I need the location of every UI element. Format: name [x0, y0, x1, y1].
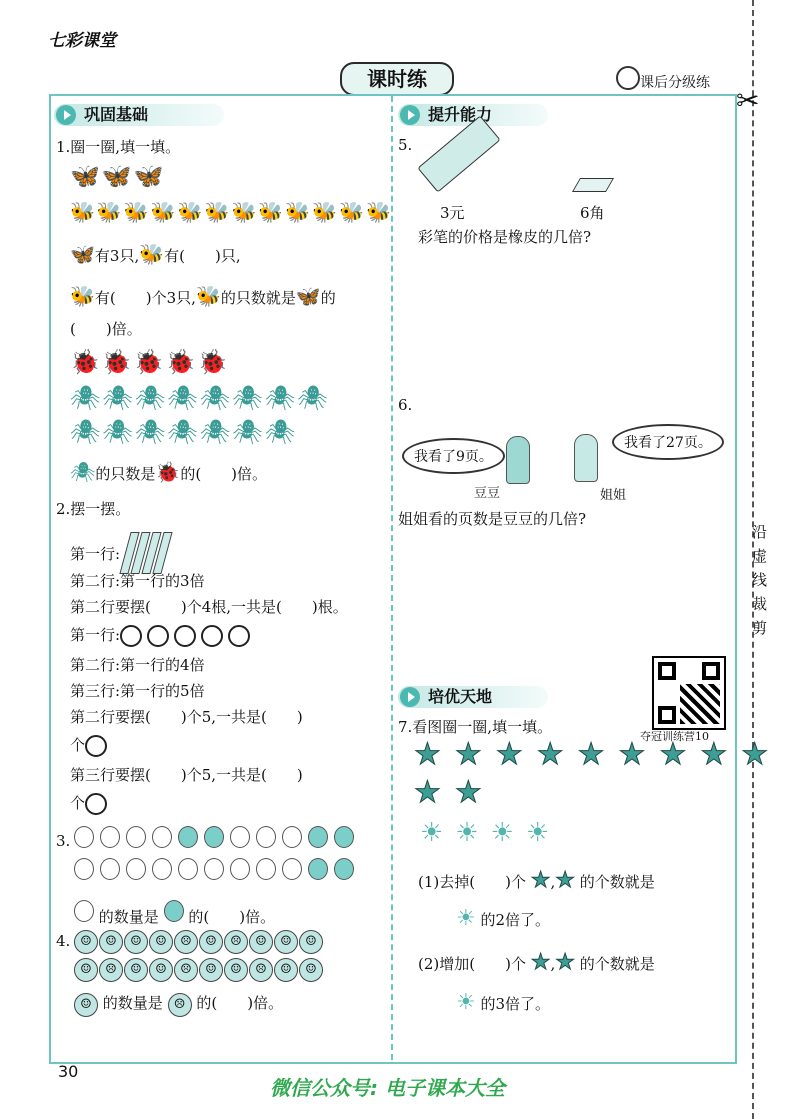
star-icon: ★ — [530, 868, 551, 893]
ladybug-icon: 🐞 — [70, 348, 100, 376]
spider-icon: 🕷 — [199, 384, 231, 412]
spider-icon: 🕷 — [264, 418, 296, 446]
section-improve-title: 提升能力 — [428, 105, 493, 124]
q6-name-doudou: 豆豆 — [474, 486, 501, 501]
smile-face-icon: ☺ — [199, 930, 223, 954]
q7-p2a-text: (2)增加( )个 — [418, 955, 526, 973]
fruit-icon — [152, 858, 172, 880]
ladybug-icon: 🐞 — [197, 348, 228, 376]
circle-icon — [228, 625, 250, 647]
sad-face-icon: ☹ — [174, 930, 198, 954]
butterfly-icon: 🦋 — [70, 242, 95, 266]
smile-face-icon: ☺ — [124, 930, 148, 954]
speech-bubble-doudou: 我看了9页。 — [402, 438, 505, 474]
smile-face-icon: ☺ — [124, 958, 148, 982]
fruit-row-1 — [74, 826, 354, 848]
star-icon: ★ — [414, 737, 441, 772]
fruit-icon — [126, 858, 146, 880]
sad-face-icon: ☹ — [99, 958, 123, 982]
ladybug-row — [70, 350, 227, 374]
q1-line4 — [70, 460, 267, 484]
spider-icon: 🕷 — [134, 384, 166, 412]
level-tag: 课后分级练 — [640, 75, 710, 91]
fruit-green-icon — [164, 900, 184, 922]
fruit-icon — [126, 826, 146, 848]
q7-p1c-text: 的2倍了。 — [480, 911, 551, 929]
bee-icon: 🐝 — [312, 200, 338, 224]
play-icon — [56, 105, 76, 125]
fruit-icon — [152, 826, 172, 848]
smile-face-icon: ☺ — [299, 930, 323, 954]
star-icon: ★ — [555, 950, 575, 975]
smile-face-icon: ☺ — [299, 958, 323, 982]
smile-face-icon: ☺ — [274, 958, 298, 982]
smile-face-icon: ☺ — [74, 993, 98, 1017]
footer-watermark: 微信公众号: 电子课本大全 — [270, 1076, 505, 1100]
spider-icon: 🕷 — [167, 418, 198, 446]
star-row-2 — [414, 775, 482, 810]
bee-icon: 🐝 — [339, 200, 364, 224]
spider-icon: 🕷 — [102, 384, 133, 412]
star-icon: ★ — [577, 737, 605, 772]
fruit-icon — [256, 858, 276, 880]
bee-icon: 🐝 — [231, 200, 257, 224]
q4-b-text: 的( )倍。 — [196, 994, 284, 1012]
section-basic-title: 巩固基础 — [84, 105, 149, 124]
q2-line4 — [70, 624, 255, 647]
q1-line3: ( )倍。 — [70, 320, 142, 338]
smile-face-icon: ☺ — [74, 930, 98, 954]
q5-price-eraser: 6角 — [580, 204, 605, 222]
spider-icon: 🕷 — [70, 384, 101, 412]
q2-line10-text: 个 — [70, 794, 86, 812]
star-icon: ★ — [495, 737, 523, 772]
spider-icon: 🕷 — [70, 418, 101, 446]
circle-icon — [85, 735, 107, 757]
fruit-icon — [230, 826, 250, 848]
q3-line — [74, 900, 275, 927]
q6-num: 6. — [398, 396, 413, 414]
bee-icon: 🐝 — [123, 200, 149, 224]
page-title: 课时练 — [340, 62, 454, 96]
face-row-1 — [74, 930, 323, 954]
q2-line5: 第二行:第一行的4倍 — [70, 656, 205, 674]
fruit-green-icon — [334, 858, 354, 880]
q3-a-text: 的数量是 — [98, 908, 159, 926]
bee-icon: 🐝 — [258, 200, 284, 224]
fruit-icon — [74, 858, 94, 880]
spider-icon: 🕷 — [102, 418, 133, 446]
star-icon: ★ — [555, 868, 575, 893]
q6-name-jiejie: 姐姐 — [600, 488, 627, 503]
sad-face-icon: ☹ — [249, 958, 273, 982]
circle-icon — [120, 625, 142, 647]
spider-row-2 — [70, 420, 295, 444]
q7-p2b-text: 的个数就是 — [579, 955, 655, 973]
bee-icon: 🐝 — [96, 200, 122, 224]
spider-icon: 🕷 — [297, 384, 328, 412]
bee-icon: 🐝 — [70, 284, 95, 308]
q1-line4b-text: 的( )倍。 — [180, 465, 268, 483]
smile-face-icon: ☺ — [224, 958, 248, 982]
cut-instruction: 沿虚线裁剪 — [752, 523, 768, 637]
bee-row — [70, 200, 391, 224]
fruit-green-icon — [308, 826, 328, 848]
q2-line3: 第二行要摆( )个4根,一共是( )根。 — [70, 598, 348, 616]
q7-p2c-text: 的3倍了。 — [480, 995, 551, 1013]
bee-icon: 🐝 — [195, 284, 221, 308]
section-advanced-title: 培优天地 — [428, 687, 493, 706]
smile-face-icon: ☺ — [149, 958, 173, 982]
smile-face-icon: ☺ — [74, 958, 98, 982]
bee-icon: 🐝 — [150, 200, 176, 224]
star-icon: ★ — [454, 775, 482, 810]
q1-line1b-text: 有( )只, — [164, 247, 241, 265]
smile-face-icon: ☺ — [199, 958, 223, 982]
q1-line2 — [70, 284, 336, 308]
bee-icon: 🐝 — [177, 200, 203, 224]
qr-code[interactable] — [652, 656, 726, 730]
q5-price-pen: 3元 — [440, 204, 465, 222]
play-icon — [400, 105, 420, 125]
fruit-icon — [204, 858, 224, 880]
q7-p1b-text: 的个数就是 — [579, 873, 655, 891]
star-icon: ★ — [530, 950, 551, 975]
star-icon: ★ — [536, 737, 564, 772]
q5-num: 5. — [398, 136, 413, 154]
circle-icon — [174, 625, 196, 647]
fruit-icon — [74, 900, 94, 922]
fruit-icon — [100, 826, 120, 848]
star-icon: ★ — [414, 775, 441, 810]
q1-line2a-text: 有( )个3只, — [94, 289, 196, 307]
star-icon: ★ — [659, 737, 687, 772]
star-row-1 — [414, 737, 769, 772]
fruit-icon — [74, 826, 94, 848]
q2-line9: 第三行要摆( )个5,一共是( ) — [70, 766, 303, 784]
q7-title: 7.看图圈一圈,填一填。 — [398, 718, 553, 736]
fruit-green-icon — [178, 826, 198, 848]
q2-title: 2.摆一摆。 — [56, 500, 131, 518]
butterfly-icon: 🦋 — [295, 284, 321, 308]
butterfly-icon: 🦋 — [133, 162, 164, 190]
ladybug-icon: 🐞 — [155, 460, 181, 484]
sun-row — [420, 818, 549, 848]
bee-icon: 🐝 — [204, 200, 230, 224]
q1-line2c-text: 的 — [320, 289, 336, 307]
spider-row-1 — [70, 386, 328, 410]
sad-face-icon: ☹ — [174, 958, 198, 982]
butterfly-icon: 🦋 — [70, 162, 100, 190]
qr-finder — [658, 706, 676, 724]
page-number: 30 — [58, 1062, 79, 1081]
spider-icon: 🕷 — [232, 418, 263, 446]
speech-bubble-jiejie: 我看了27页。 — [612, 424, 724, 460]
spider-icon: 🕷 — [199, 418, 231, 446]
q2-line10 — [70, 792, 112, 815]
q7-part2-line2 — [456, 990, 550, 1015]
spider-icon: 🕷 — [264, 384, 296, 412]
fruit-green-icon — [308, 858, 328, 880]
spider-icon: 🕷 — [232, 384, 263, 412]
ladybug-icon: 🐞 — [133, 348, 164, 376]
q1-line1 — [70, 242, 241, 266]
qr-pattern — [680, 684, 720, 724]
fruit-icon — [282, 858, 302, 880]
fruit-row-2 — [74, 858, 354, 880]
bee-icon: 🐝 — [139, 242, 165, 266]
q2-line1-text: 第一行: — [70, 545, 121, 563]
q1-line4a-text: 的只数是 — [95, 465, 156, 483]
ladybug-icon: 🐞 — [101, 348, 132, 376]
clock-icon — [616, 66, 640, 90]
bee-icon: 🐝 — [70, 200, 95, 224]
q6-question: 姐姐看的页数是豆豆的几倍? — [398, 510, 587, 528]
sad-face-icon: ☹ — [224, 930, 248, 954]
sun-icon: ☀ — [455, 818, 479, 848]
q4-a-text: 的数量是 — [102, 994, 163, 1012]
q2-line2: 第二行:第一行的3倍 — [70, 572, 205, 590]
fruit-icon — [178, 858, 198, 880]
sad-face-icon: ☹ — [168, 993, 192, 1017]
fruit-green-icon — [334, 826, 354, 848]
qr-finder — [702, 662, 720, 680]
q3-num: 3. — [56, 832, 71, 850]
fruit-icon — [282, 826, 302, 848]
butterfly-icon: 🦋 — [101, 162, 132, 190]
star-icon: ★ — [618, 737, 646, 772]
play-icon — [400, 687, 420, 707]
q4-num: 4. — [56, 932, 71, 950]
spider-icon: 🕷 — [134, 418, 166, 446]
q3-b-text: 的( )倍。 — [188, 908, 276, 926]
star-icon: ★ — [741, 737, 769, 772]
bee-icon: 🐝 — [365, 200, 391, 224]
smile-face-icon: ☺ — [249, 930, 273, 954]
star-icon: ★ — [454, 737, 482, 772]
q2-line6: 第三行:第一行的5倍 — [70, 682, 205, 700]
fruit-green-icon — [204, 826, 224, 848]
butterfly-row — [70, 164, 164, 188]
fruit-icon — [100, 858, 120, 880]
star-icon: ★ — [700, 737, 728, 772]
column-divider — [391, 96, 393, 1060]
section-advanced — [398, 686, 548, 708]
smile-face-icon: ☺ — [99, 930, 123, 954]
circle-icon — [85, 793, 107, 815]
q2-line4-text: 第一行: — [70, 626, 121, 644]
q1-line1-text: 有3只, — [94, 247, 140, 265]
ladybug-icon: 🐞 — [165, 348, 196, 376]
qr-caption: 夺冠训练营10 — [640, 730, 709, 743]
spider-icon: 🕷 — [167, 384, 198, 412]
brand-logo: 七彩课堂 — [48, 31, 116, 51]
q2-line7: 第二行要摆( )个5,一共是( ) — [70, 708, 303, 726]
smile-face-icon: ☺ — [149, 930, 173, 954]
q7-part1: (1)去掉( )个 ★,★ 的个数就是 — [418, 866, 655, 896]
boy-image — [506, 436, 530, 484]
fruit-icon — [256, 826, 276, 848]
q1-title: 1.圈一圈,填一填。 — [56, 138, 181, 156]
scissors-icon: ✂ — [736, 84, 760, 117]
sun-icon: ☀ — [420, 818, 444, 848]
circle-icon — [201, 625, 223, 647]
sun-icon: ☀ — [456, 990, 476, 1015]
q4-line — [74, 992, 283, 1017]
sun-icon: ☀ — [456, 906, 476, 931]
spider-icon: 🕷 — [70, 460, 96, 484]
girl-image — [574, 434, 598, 482]
section-basic — [54, 104, 224, 126]
sun-icon: ☀ — [525, 818, 550, 848]
smile-face-icon: ☺ — [274, 930, 298, 954]
q7-part2: (2)增加( )个 ★,★ 的个数就是 — [418, 948, 655, 978]
q7-p1a-text: (1)去掉( )个 — [418, 873, 526, 891]
q7-part1-line2 — [456, 906, 550, 931]
circle-icon — [147, 625, 169, 647]
q5-question: 彩笔的价格是橡皮的几倍? — [418, 228, 592, 246]
q1-line2b-text: 的只数就是 — [220, 289, 296, 307]
q2-line8 — [70, 734, 112, 757]
q2-line8-text: 个 — [70, 736, 86, 754]
fruit-icon — [230, 858, 250, 880]
qr-finder — [658, 662, 676, 680]
bee-icon: 🐝 — [285, 200, 311, 224]
sun-icon: ☀ — [490, 818, 514, 848]
face-row-2 — [74, 958, 323, 982]
